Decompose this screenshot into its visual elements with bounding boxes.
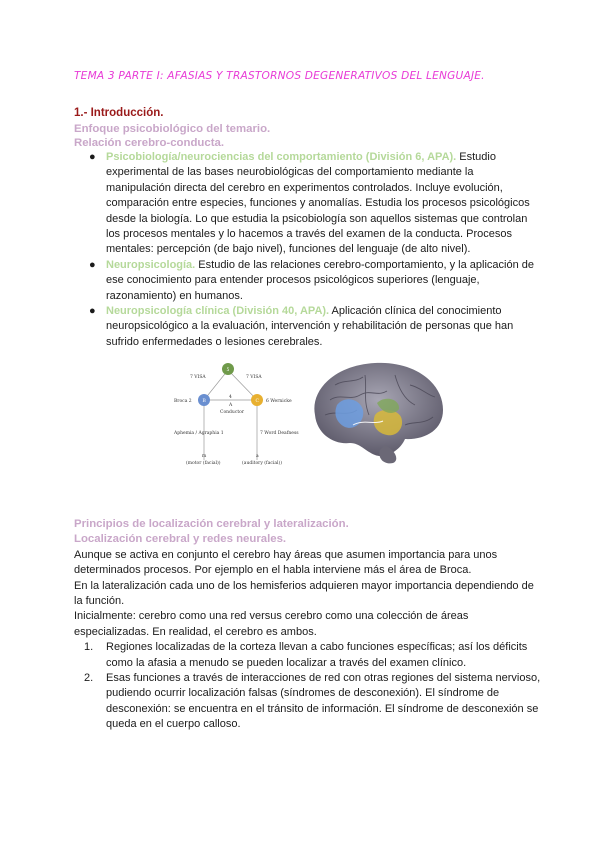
document-title: TEMA 3 PARTE I: AFASIAS Y TRASTORNOS DEGENERATIVOS DEL LENGUAJE. (74, 70, 485, 82)
section-subtitle: Enfoque psicobiológico del temario. (74, 123, 271, 135)
bullet-icon: ● (89, 258, 96, 271)
item-text: Regiones localizadas de la corteza llevan a cabo funciones específicas; así los déficits como la afasia a menudo se pueden localizar a través del examen clínico. (106, 641, 528, 669)
diagram-label: Conductor (220, 410, 245, 415)
section-subtitle: Principios de localización cerebral y lateralización. (74, 518, 349, 530)
diagram-label: Broca 2 (174, 399, 192, 404)
list-item (89, 304, 536, 350)
item-text: Esas funciones a través de interacciones de red con otras regiones del sistema nervioso, pudiendo ocurrir localización falsas (síndromes de desconexión). El síndrome de desconexión: se encuentra en el tránsito de información. El síndrome de desconexión se queda en el cuerpo calloso. (106, 672, 541, 731)
paragraph: Inicialmente: cerebro como una red versus cerebro como una colección de áreas especializadas. En realidad, el cerebro es ambos. (74, 610, 469, 638)
list-item (84, 671, 544, 733)
language-model-diagram (172, 360, 315, 472)
diagram-label: a (256, 454, 259, 459)
node-label: C (255, 399, 259, 404)
diagram-label: Aphemia / Agraphia 1 (174, 431, 224, 436)
definition: Estudio experimental de las bases neurobiológicas del comportamiento mediante la manipulación directa del cerebro en experimentos controlados. Incluye evolución, comparación entre especies, funciones y anomalías. Estudia los procesos psicológicos desde la biología. Lo que estudia la psicobiología son aquellos sistemas que controlan los procesos mentales y lo hacemos a través del examen de la conducta. Procesos mentales: percepción (de bajo nivel), funciones del lenguaje (de alto nivel). (106, 151, 530, 256)
bullet-list (89, 150, 536, 350)
diagram-label: 7 VISA (246, 375, 262, 380)
brain-image (305, 355, 448, 465)
paragraph: En la lateralización cada uno de los hemisferios adquieren mayor importancia dependiendo de la función. (74, 579, 534, 608)
term: Neuropsicología. (106, 258, 196, 271)
section-subtitle: Localización cerebral y redes neurales. (74, 533, 287, 546)
section-localization (74, 517, 544, 733)
section-heading: 1.- Introducción. (74, 107, 164, 119)
diagram-label: 6 Wernicke (266, 399, 292, 404)
bullet-icon: ● (89, 305, 96, 318)
node-label: 5 (226, 368, 230, 373)
list-item (84, 640, 544, 671)
definition: Aplicación clínica del conocimiento neuropsicológico a la evaluación, intervención y rehabilitación de personas que han sufrido enfermedades o lesiones cerebrales. (106, 305, 514, 348)
bullet-icon: ● (89, 151, 96, 163)
diagram-label: 7 VISA (190, 375, 206, 380)
paragraph: Aunque se activa en conjunto el cerebro hay áreas que asumen importancia para unos determinados procesos. Por ejemplo en el habla interviene más el área de Broca. (74, 548, 498, 577)
diagram-label: (motor (facial)) (186, 461, 221, 466)
diagram-label: (auditory (facial)) (242, 461, 282, 466)
item-number: 2. (84, 672, 94, 685)
term: Psicobiología/neurociencias del comportamiento (División 6, APA). (106, 151, 457, 163)
diagram-label: 4 (229, 395, 232, 400)
item-number: 1. (84, 641, 94, 654)
node-label: A (229, 403, 233, 408)
node-label: B (202, 399, 206, 404)
term: Neuropsicología clínica (División 40, APA). (106, 305, 330, 318)
numbered-list (84, 640, 544, 732)
list-item (89, 150, 536, 258)
diagram-label: 7 Word Deafness (260, 431, 299, 436)
diagram-label: m (202, 454, 207, 459)
definition: Estudio de las relaciones cerebro-comportamiento, y la aplicación de ese conocimiento para entender procesos psicológicos superiores (lenguaje, razonamiento) en humanos. (106, 258, 534, 302)
section-subtitle: Relación cerebro-conducta. (74, 137, 225, 149)
list-item (89, 258, 536, 304)
